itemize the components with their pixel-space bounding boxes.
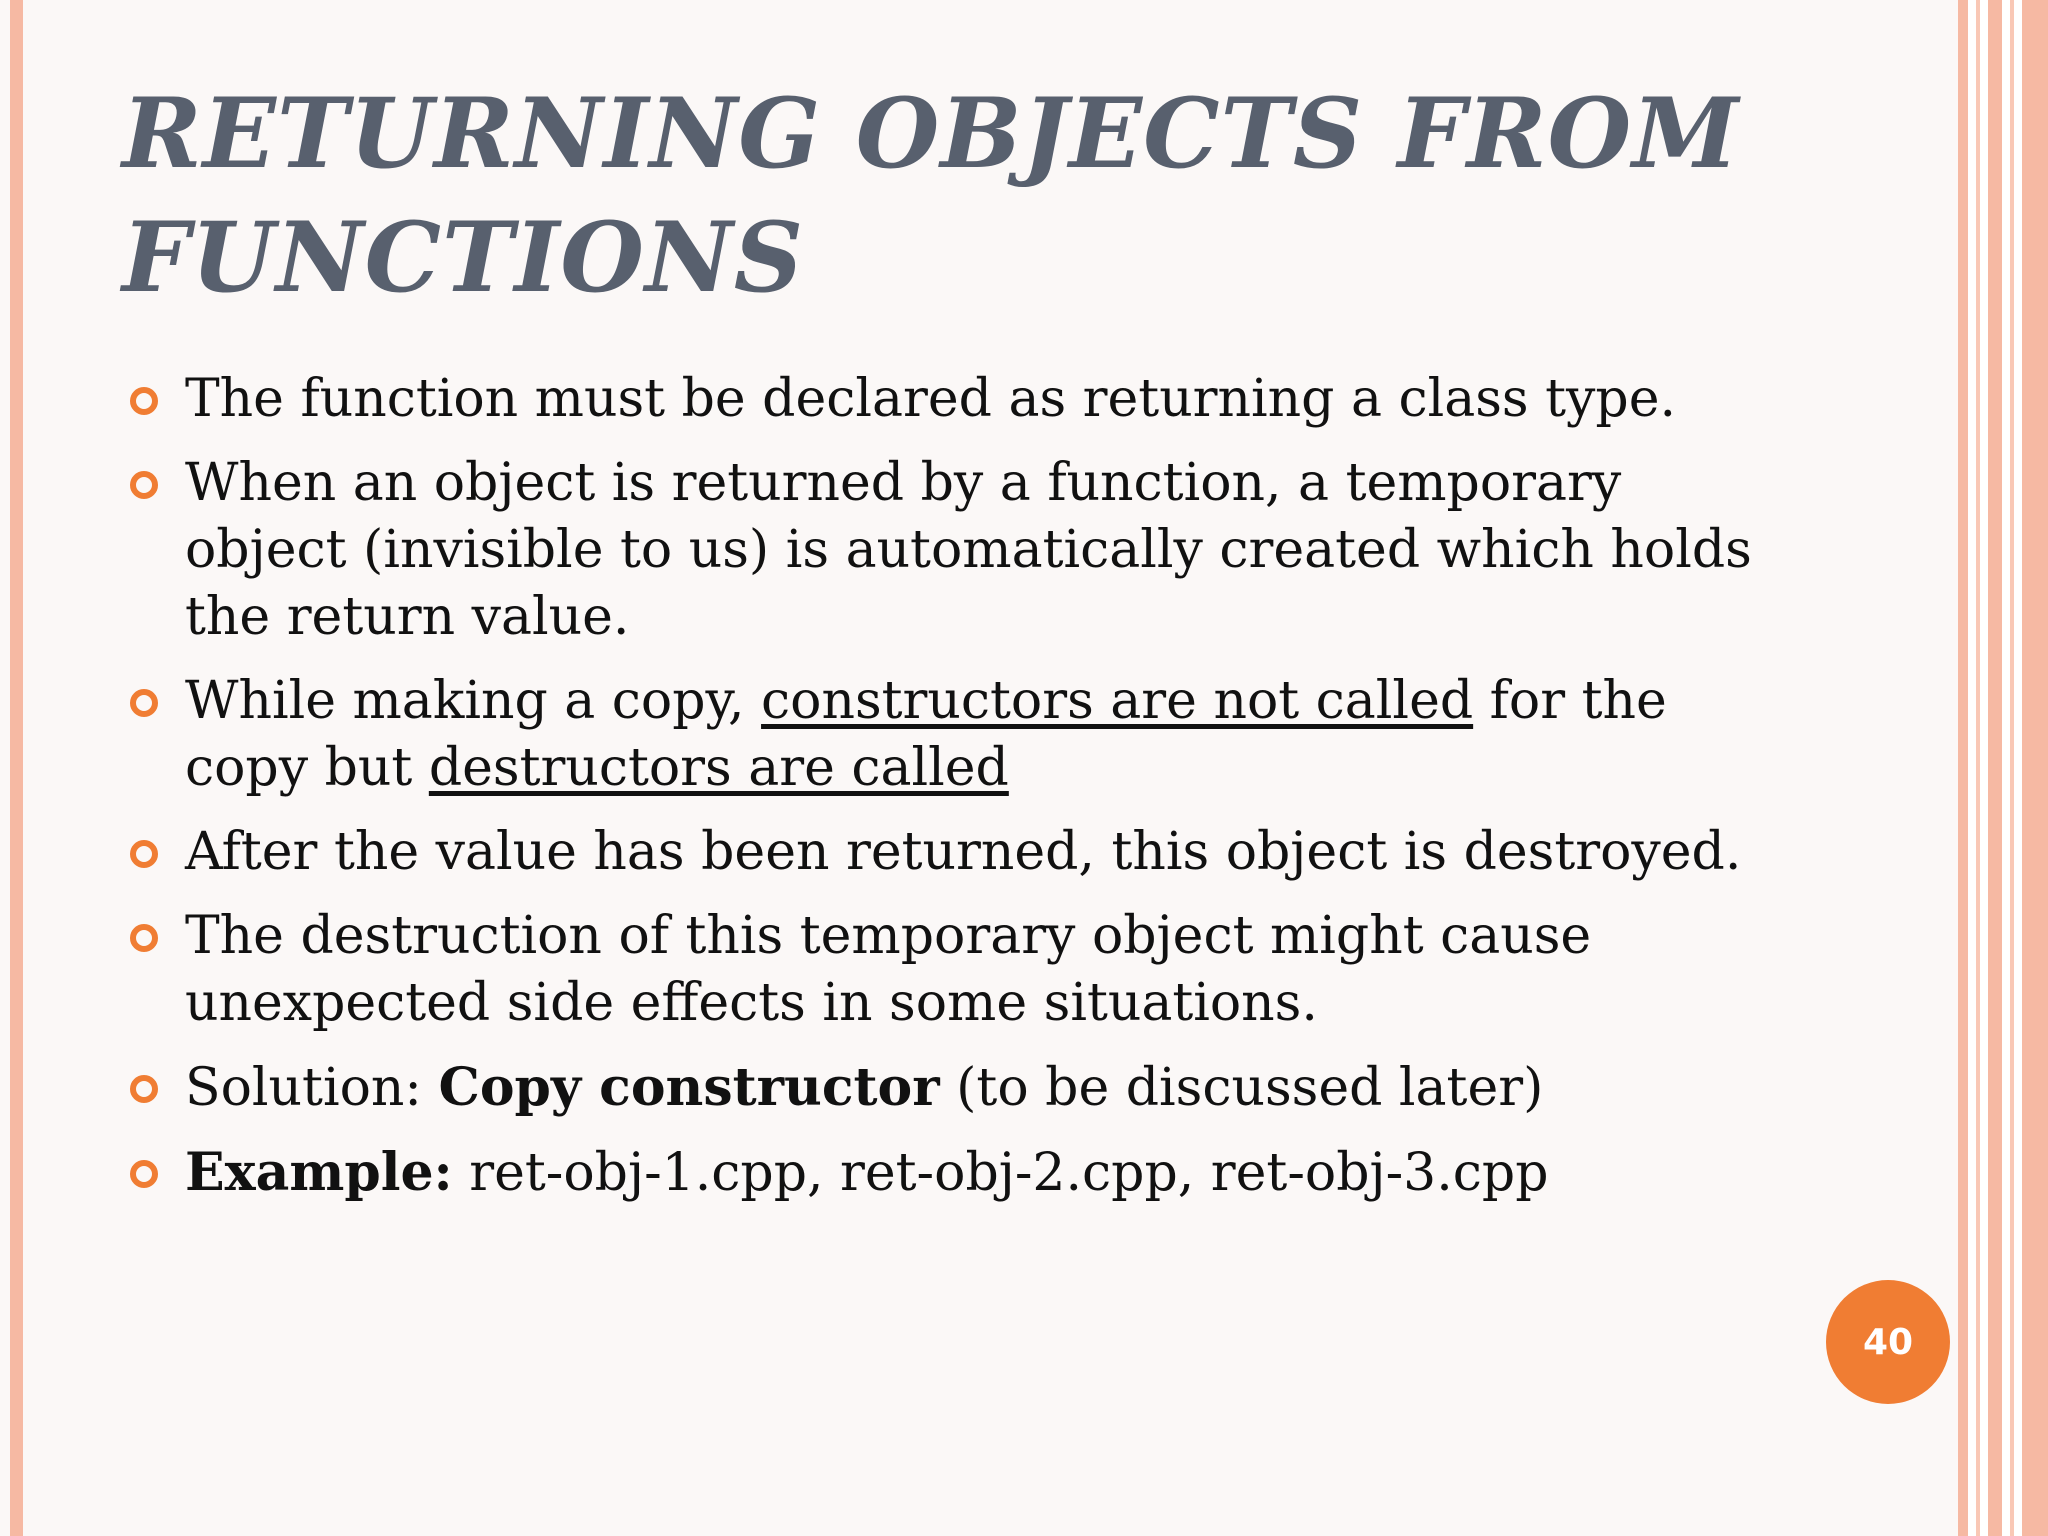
border-stripe: [2010, 0, 2014, 1536]
border-stripe: [1976, 0, 1980, 1536]
bullet-item: [130, 668, 1770, 802]
circle-bullet-icon: [130, 1075, 158, 1103]
bullet-text: After the value has been returned, this object is destroyed.: [185, 822, 1742, 882]
bullet-item: [130, 903, 1770, 1037]
bullet-text: When an object is returned by a function, a temporary object (invisible to us) is automatically created which holds the return value.: [185, 453, 1752, 647]
border-stripe: [1958, 0, 1968, 1536]
circle-bullet-icon: [130, 840, 158, 868]
circle-bullet-icon: [130, 689, 158, 717]
bullet-item: [130, 1054, 1770, 1122]
border-stripe: [2022, 0, 2048, 1536]
bullet-item: [130, 1139, 1770, 1207]
border-stripe: [1988, 0, 2002, 1536]
slide-title: RETURNING OBJECTS FROM FUNCTIONS: [122, 77, 1740, 314]
bullet-text: The destruction of this temporary object might cause unexpected side effects in some situations.: [185, 906, 1592, 1033]
bullet-item: [130, 450, 1770, 651]
circle-bullet-icon: [130, 387, 158, 415]
circle-bullet-icon: [130, 1160, 158, 1188]
bullet-list: [130, 366, 1770, 1224]
bullet-item: [130, 819, 1770, 886]
page-number-badge: 40: [1826, 1280, 1950, 1404]
bullet-item: [130, 366, 1770, 433]
bold-text: Copy constructor: [438, 1057, 940, 1118]
right-border-stripes: [1958, 0, 2048, 1536]
underlined-text: constructors are not called: [761, 671, 1474, 731]
underlined-text: destructors are called: [428, 738, 1009, 798]
bullet-text: ret-obj-1.cpp, ret-obj-2.cpp, ret-obj-3.cpp: [452, 1143, 1549, 1203]
bullet-text: (to be discussed later): [939, 1058, 1544, 1118]
bullet-text: The function must be declared as returning a class type.: [185, 369, 1677, 429]
bold-text: Example:: [185, 1142, 453, 1203]
bullet-text: While making a copy,: [185, 671, 762, 731]
bullet-text: Solution:: [185, 1058, 439, 1118]
left-border-stripe: [10, 0, 23, 1536]
circle-bullet-icon: [130, 924, 158, 952]
bullet-text: for the copy but: [185, 671, 1667, 798]
circle-bullet-icon: [130, 471, 158, 499]
